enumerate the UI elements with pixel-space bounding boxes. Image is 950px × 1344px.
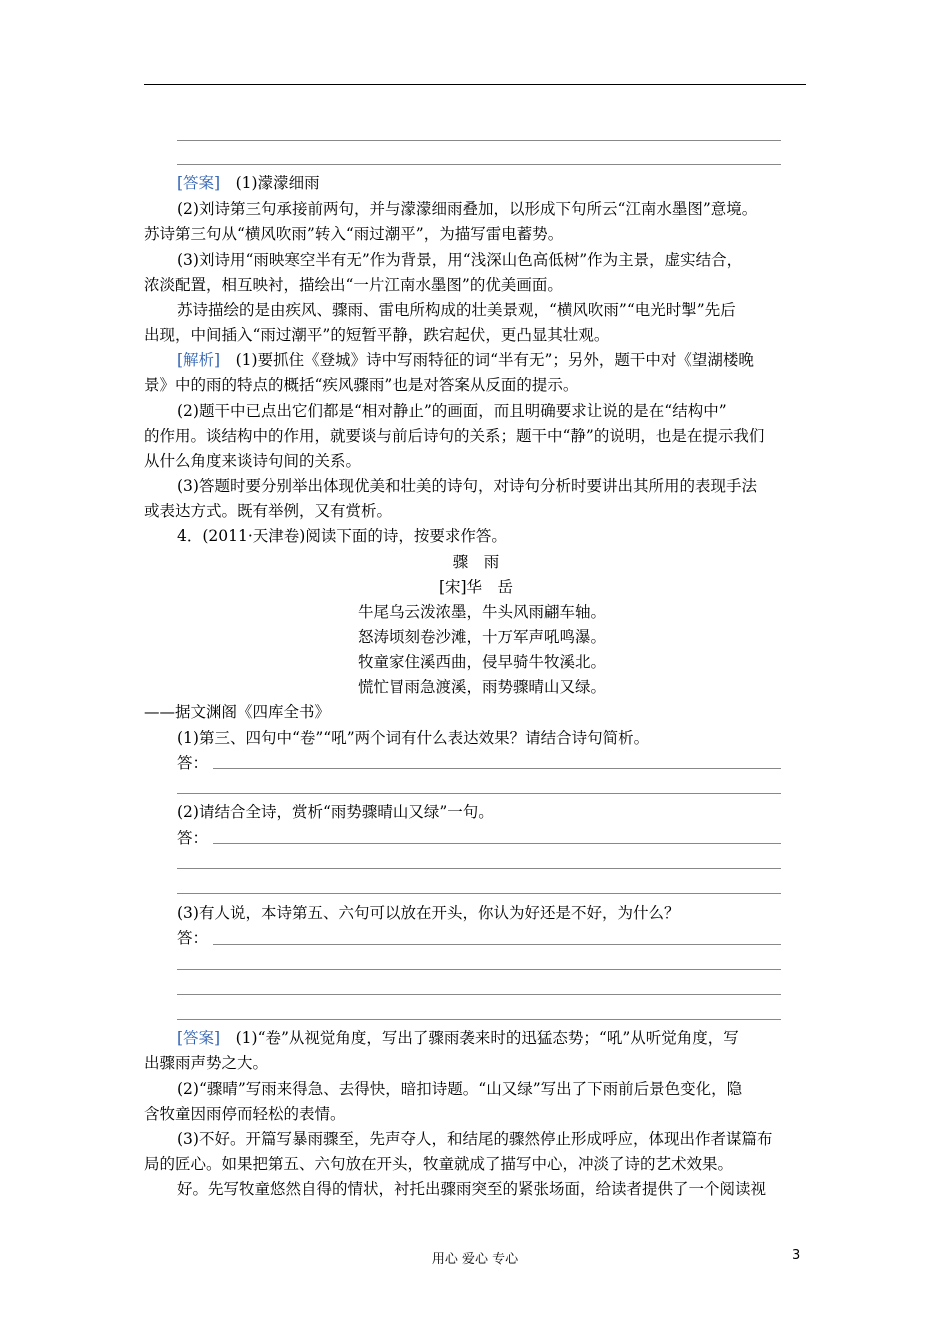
answer-4-1 (177, 1026, 808, 1050)
answer-line[interactable] (213, 768, 781, 769)
answer-text: (1)“卷”从视觉角度，写出了骤雨袭来时的迅猛态势；“吼”从听觉角度，写 (235, 1029, 739, 1047)
answer-line[interactable] (177, 868, 781, 869)
answer-line-text: 好。先写牧童悠然自得的情状，衬托出骤雨突至的紧张场面，给读者提供了一个阅读视 (177, 1180, 767, 1198)
analysis-1 (177, 348, 808, 372)
poem-line: 牧童家住溪西曲，侵早骑牛牧溪北。 (358, 653, 607, 671)
answer-line-text: 局的匠心。如果把第五、六句放在开头，牧童就成了描写中心，冲淡了诗的艺术效果。 (144, 1155, 734, 1173)
page-footer: 用心 爱心 专心 (431, 1252, 519, 1267)
question-4-3: (3)有人说，本诗第五、六句可以放在开头，你认为好还是不好，为什么？ (177, 904, 680, 922)
analysis-tag: [解析] (177, 351, 221, 369)
answer-line[interactable] (213, 944, 781, 945)
header-rule (144, 84, 806, 85)
analysis-line: (2)题干中已点出它们都是“相对静止”的画面，而且明确要求让说的是在“结构中” (177, 402, 727, 420)
poem-author: [宋]华 岳 (438, 578, 514, 596)
answer-line (177, 164, 781, 165)
answer-1 (177, 171, 808, 195)
question-4-2: (2)请结合全诗，赏析“雨势骤晴山又绿”一句。 (177, 803, 494, 821)
answer-label: 答： (177, 929, 209, 947)
question-4-1: (1)第三、四句中“卷”“吼”两个词有什么表达效果？请结合诗句简析。 (177, 729, 650, 747)
answer-line[interactable] (177, 969, 781, 970)
answer-label: 答： (177, 754, 209, 772)
question-4-intro: 4．(2011·天津卷)阅读下面的诗，按要求作答。 (177, 527, 507, 545)
answer-text: (1)濛濛细雨 (235, 174, 320, 192)
answer-label: 答： (177, 829, 209, 847)
answer-3-line: (3)刘诗用“雨映寒空半有无”作为背景，用“浅深山色高低树”作为主景，虚实结合， (177, 251, 743, 269)
answer-line-text: 出骤雨声势之大。 (144, 1054, 269, 1072)
answer-line[interactable] (177, 893, 781, 894)
poem-line: 慌忙冒雨急渡溪，雨势骤晴山又绿。 (358, 678, 607, 696)
poem-source: ——据文渊阁《四库全书》 (144, 703, 331, 721)
answer-3-line: 出现，中间插入“雨过潮平”的短暂平静，跌宕起伏，更凸显其壮观。 (144, 326, 610, 344)
poem-line: 怒涛顷刻卷沙滩，十万军声吼鸣瀑。 (358, 628, 607, 646)
analysis-line: (3)答题时要分别举出体现优美和壮美的诗句，对诗句分析时要讲出其所用的表现手法 (177, 477, 757, 495)
poem-title: 骤 雨 (452, 553, 500, 571)
answer-3-line: 浓淡配置，相互映衬，描绘出“一片江南水墨图”的优美画面。 (144, 276, 563, 294)
analysis-line: 或表达方式。既有举例，又有赏析。 (144, 502, 393, 520)
analysis-line: 的作用。谈结构中的作用，就要谈与前后诗句的关系；题干中“静”的说明，也是在提示我们 (144, 427, 765, 445)
page-number: 3 (792, 1248, 801, 1263)
analysis-line: 从什么角度来谈诗句间的关系。 (144, 452, 362, 470)
answer-tag: [答案] (177, 174, 221, 192)
answer-line[interactable] (213, 843, 781, 844)
answer-line-text: (2)“骤晴”写雨来得急、去得快，暗扣诗题。“山又绿”写出了下雨前后景色变化，隐 (177, 1080, 743, 1098)
answer-line[interactable] (177, 994, 781, 995)
answer-2-line: (2)刘诗第三句承接前两句，并与濛濛细雨叠加，以形成下句所云“江南水墨图”意境。 (177, 200, 758, 218)
answer-line[interactable] (177, 793, 781, 794)
analysis-line: 景》中的雨的特点的概括“疾风骤雨”也是对答案从反面的提示。 (144, 376, 579, 394)
answer-line-text: 含牧童因雨停而轻松的表情。 (144, 1105, 346, 1123)
answer-line-text: (3)不好。开篇写暴雨骤至，先声夺人，和结尾的骤然停止形成呼应，体现出作者谋篇布 (177, 1130, 773, 1148)
analysis-text: (1)要抓住《登城》诗中写雨特征的词“半有无”；另外，题干中对《望湖楼晚 (235, 351, 754, 369)
answer-line (177, 140, 781, 141)
answer-line[interactable] (177, 1019, 781, 1020)
poem-line: 牛尾乌云泼浓墨，牛头风雨翩车轴。 (358, 603, 607, 621)
answer-2-line: 苏诗第三句从“横风吹雨”转入“雨过潮平”，为描写雷电蓄势。 (144, 225, 564, 243)
answer-3-line: 苏诗描绘的是由疾风、骤雨、雷电所构成的壮美景观，“横风吹雨”“电光时掣”先后 (177, 301, 736, 319)
answer-tag: [答案] (177, 1029, 221, 1047)
